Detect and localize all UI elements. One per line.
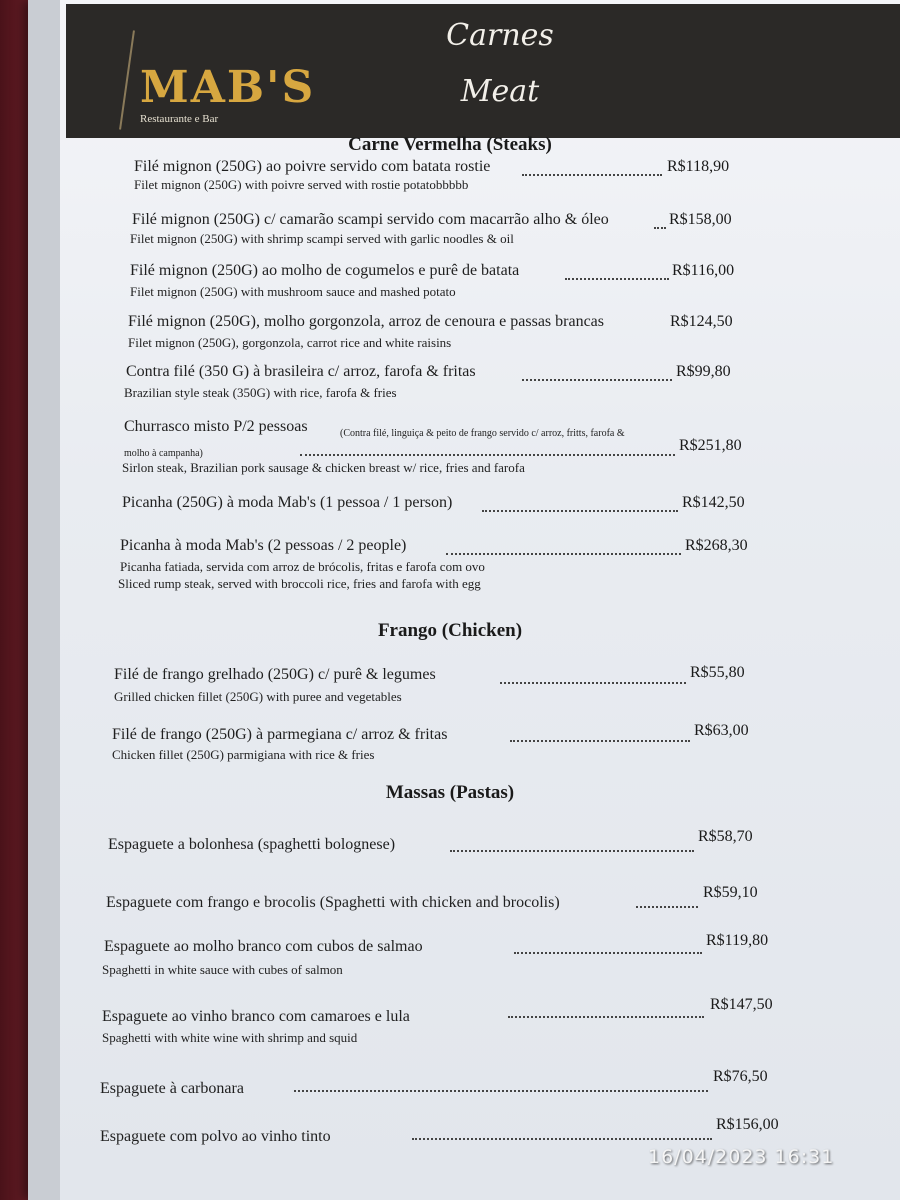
leader-dots bbox=[294, 1090, 708, 1092]
item-description-en: Filet mignon (250G), gorgonzola, carrot rice and white raisins bbox=[128, 335, 452, 350]
item-price: R$119,80 bbox=[706, 932, 769, 949]
item-name: Churrasco misto P/2 pessoas bbox=[124, 418, 308, 435]
section-title-chicken: Frango (Chicken) bbox=[377, 620, 523, 641]
menu-item bbox=[0, 666, 900, 726]
item-description-en: Filet mignon (250G) with poivre served with rostie potatobbbbb bbox=[134, 177, 469, 192]
item-price: R$99,80 bbox=[676, 363, 731, 380]
item-price: R$76,50 bbox=[713, 1068, 768, 1085]
item-price: R$156,00 bbox=[716, 1116, 779, 1133]
menu-item bbox=[0, 363, 900, 423]
item-name: Espaguete à carbonara bbox=[100, 1080, 244, 1097]
item-description-en: Sliced rump steak, served with broccoli rice, fries and farofa with egg bbox=[118, 576, 481, 591]
item-name: Filé mignon (250G), molho gorgonzola, arroz de cenoura e passas brancas bbox=[128, 313, 605, 330]
section-title-steaks: Carne Vermelha (Steaks) bbox=[348, 134, 552, 155]
leader-dots bbox=[565, 278, 669, 280]
leader-dots bbox=[446, 553, 681, 555]
menu-item bbox=[0, 494, 900, 518]
brand-logo: MAB'S bbox=[140, 62, 316, 113]
item-name: Picanha à moda Mab's (2 pessoas / 2 people) bbox=[120, 537, 407, 554]
item-price: R$55,80 bbox=[690, 664, 745, 681]
item-description-en: Sirlon steak, Brazilian pork sausage & chicken breast w/ rice, fries and farofa bbox=[122, 460, 525, 475]
item-name: Filé de frango (250G) à parmegiana c/ arroz & fritas bbox=[112, 726, 448, 743]
item-price: R$118,90 bbox=[667, 158, 730, 175]
item-name: Espaguete a bolonhesa (spaghetti bolognese) bbox=[108, 836, 396, 853]
menu-item bbox=[0, 884, 900, 911]
item-name: Espaguete ao molho branco com cubos de salmao bbox=[104, 938, 423, 955]
item-name: Contra filé (350 G) à brasileira c/ arroz, farofa & fritas bbox=[126, 363, 476, 380]
menu-item bbox=[0, 996, 900, 1056]
brand-subtitle: Restaurante e Bar bbox=[140, 113, 219, 125]
menu-item bbox=[0, 537, 900, 597]
item-name: Filé mignon (250G) c/ camarão scampi servido com macarrão alho & óleo bbox=[132, 211, 609, 228]
item-note: (Contra filé, linguiça & peito de frango servido c/ arroz, fritts, farofa & molho à campanha) bbox=[124, 428, 625, 459]
menu-item bbox=[0, 1068, 900, 1097]
photo-timestamp: 16/04/2023 16:31 bbox=[648, 1146, 835, 1168]
item-description-en: Filet mignon (250G) with shrimp scampi served with garlic noodles & oil bbox=[130, 231, 514, 246]
item-description-en: Filet mignon (250G) with mushroom sauce and mashed potato bbox=[130, 284, 456, 299]
leader-dots bbox=[500, 682, 686, 684]
section-title-pastas: Massas (Pastas) bbox=[385, 782, 515, 803]
item-price: R$142,50 bbox=[682, 494, 745, 511]
item-description-en: Spaghetti in white sauce with cubes of salmon bbox=[102, 962, 343, 977]
leader-dots bbox=[508, 1016, 704, 1018]
item-price: R$116,00 bbox=[672, 262, 735, 279]
item-price: R$124,50 bbox=[670, 313, 733, 330]
menu-item bbox=[0, 932, 900, 992]
leader-dots bbox=[450, 850, 694, 852]
item-name: Picanha (250G) à moda Mab's (1 pessoa / 1 person) bbox=[122, 494, 453, 511]
item-name: Espaguete com polvo ao vinho tinto bbox=[100, 1128, 331, 1145]
leader-dots bbox=[514, 952, 702, 954]
menu-item bbox=[0, 158, 900, 218]
item-description-en: Chicken fillet (250G) parmigiana with rice & fries bbox=[112, 747, 375, 762]
item-price: R$59,10 bbox=[703, 884, 758, 901]
item-price: R$268,30 bbox=[685, 537, 748, 554]
item-description-pt: Picanha fatiada, servida com arroz de brócolis, fritas e farofa com ovo bbox=[120, 559, 485, 574]
leader-dots bbox=[510, 740, 690, 742]
item-price: R$63,00 bbox=[694, 722, 749, 739]
item-name: Filé de frango grelhado (250G) c/ purê & legumes bbox=[114, 666, 436, 683]
item-description-en: Brazilian style steak (350G) with rice, farofa & fries bbox=[124, 385, 397, 400]
item-description-en: Spaghetti with white wine with shrimp and squid bbox=[102, 1030, 358, 1045]
leader-dots bbox=[636, 906, 698, 908]
item-name: Filé mignon (250G) ao molho de cogumelos e purê de batata bbox=[130, 262, 520, 279]
menu-title-en: Meat bbox=[460, 74, 540, 109]
item-price: R$158,00 bbox=[669, 211, 732, 228]
menu-item bbox=[0, 418, 900, 480]
leader-dots bbox=[412, 1138, 712, 1140]
leader-dots bbox=[522, 174, 662, 176]
menu-item bbox=[0, 828, 900, 852]
menu-title-pt: Carnes bbox=[446, 18, 554, 53]
leader-dots bbox=[482, 510, 678, 512]
leader-dots bbox=[300, 454, 675, 456]
item-name: Espaguete ao vinho branco com camaroes e lula bbox=[102, 1008, 410, 1025]
item-description-en: Grilled chicken fillet (250G) with puree and vegetables bbox=[114, 689, 402, 704]
menu-item bbox=[0, 1116, 900, 1145]
item-price: R$251,80 bbox=[679, 437, 742, 454]
leader-dots bbox=[522, 379, 672, 381]
item-price: R$58,70 bbox=[698, 828, 753, 845]
item-name: Filé mignon (250G) ao poivre servido com batata rostie bbox=[134, 158, 491, 175]
menu-item bbox=[0, 722, 900, 782]
item-name: Espaguete com frango e brocolis (Spaghetti with chicken and brocolis) bbox=[106, 894, 560, 911]
leader-dots bbox=[654, 227, 666, 229]
item-price: R$147,50 bbox=[710, 996, 773, 1013]
